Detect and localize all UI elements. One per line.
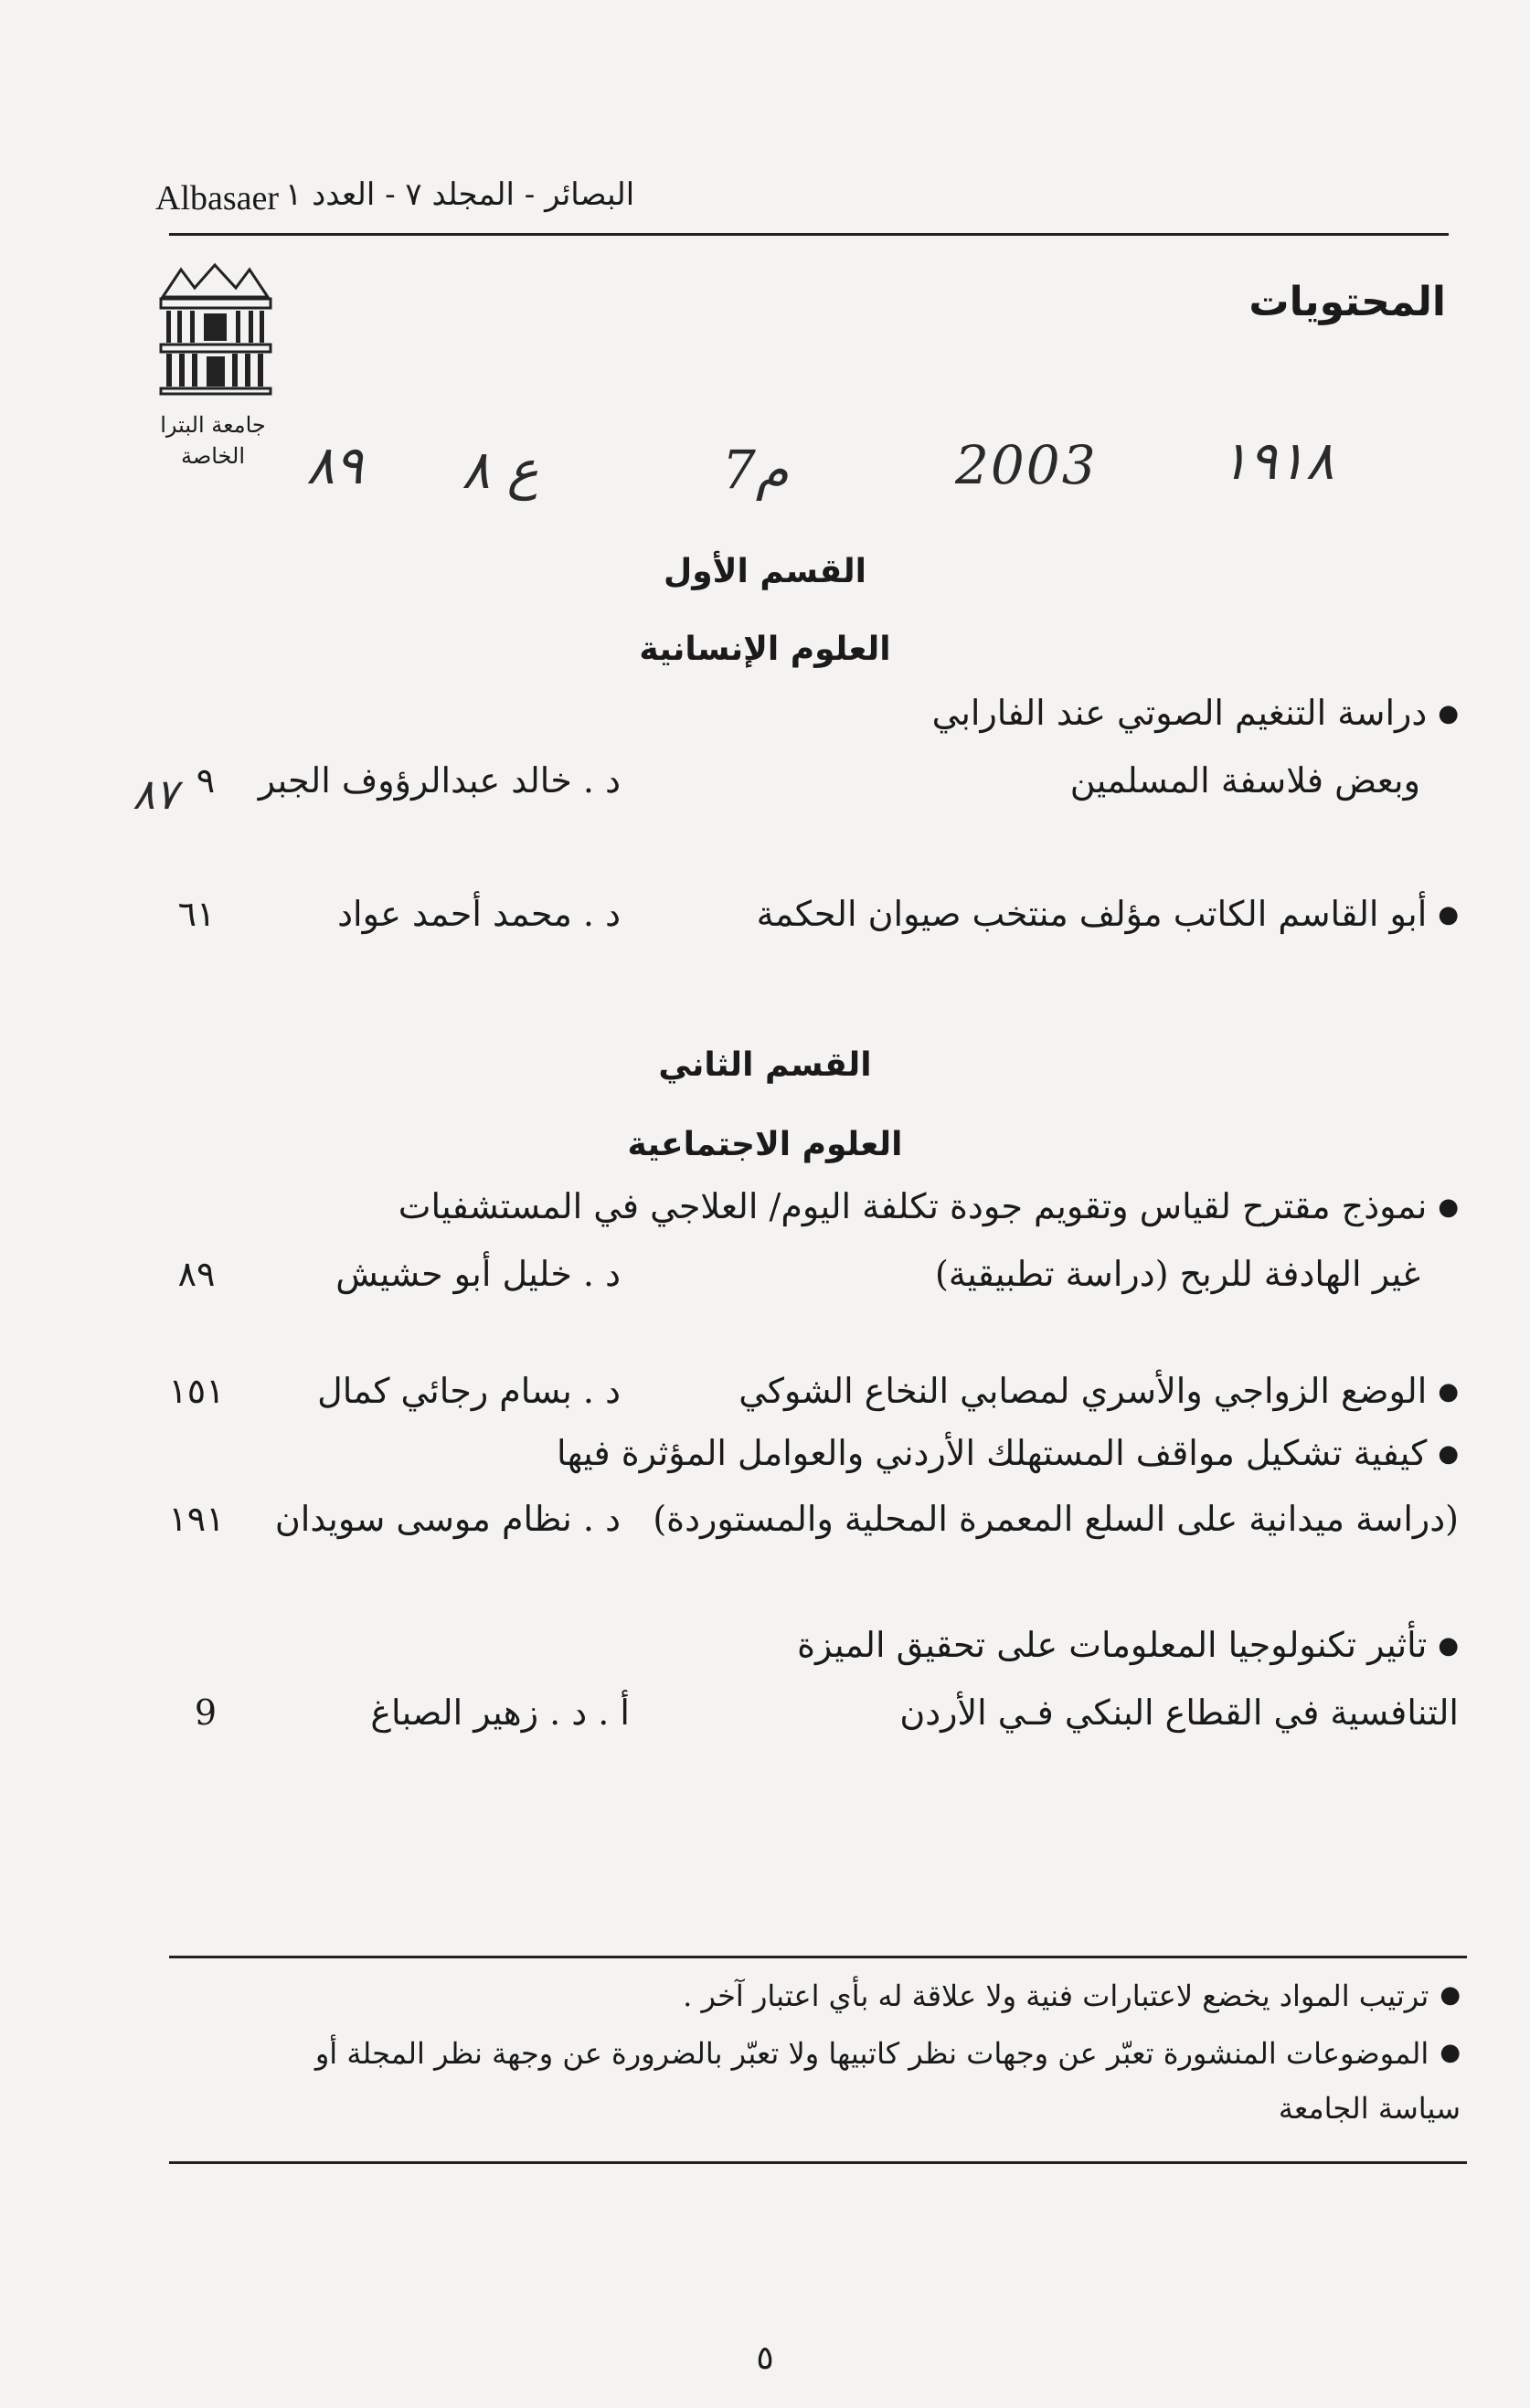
entry-title: ● كيفية تشكيل مواقف المستهلك الأردني والعوامل المؤثرة فيها: [557, 1433, 1459, 1473]
entry-page: ١٥١: [168, 1371, 225, 1411]
entry-title-cont: وبعض فلاسفة المسلمين: [1069, 760, 1420, 801]
handwritten-note: 7م: [722, 439, 789, 501]
header-rule: [169, 233, 1449, 236]
entry-title: ● دراسة التنغيم الصوتي عند الفارابي: [932, 693, 1459, 733]
part2-subtitle: العلوم الاجتماعية: [627, 1126, 903, 1163]
entry-page: ٨٩: [177, 1254, 216, 1294]
note: ● ترتيب المواد يخضع لاعتبارات فنية ولا علاقة له بأي اعتبار آخر .: [683, 1978, 1461, 2013]
handwritten-note: ٨٧: [133, 769, 178, 819]
entry-author: د . بسام رجائي كمال: [317, 1371, 621, 1411]
entry-author: د . خالد عبدالرؤوف الجبر: [258, 760, 621, 801]
part2-title: القسم الثاني: [658, 1046, 872, 1084]
part1-title: القسم الأول: [664, 553, 866, 590]
note-cont: سياسة الجامعة: [1278, 2091, 1461, 2126]
university-name: [149, 409, 277, 472]
handwritten-note: ع ٨: [462, 439, 539, 501]
entry-title-cont: غير الهادفة للربح (دراسة تطبيقية): [935, 1254, 1420, 1294]
page-title: المحتويات: [1248, 279, 1446, 325]
entry-title: ● تأثير تكنولوجيا المعلومات على تحقيق الميزة: [797, 1625, 1459, 1665]
entry-page: 9: [194, 1692, 218, 1733]
page-number: ٥: [756, 2339, 774, 2377]
entry-title: ● الوضع الزواجي والأسري لمصابي النخاع الشوكي: [738, 1371, 1459, 1411]
notes-bottom-rule: [169, 2161, 1467, 2164]
part1-subtitle: العلوم الإنسانية: [639, 631, 891, 668]
entry-author: أ . د . زهير الصباغ: [370, 1692, 630, 1733]
note: ● الموضوعات المنشورة تعبّر عن وجهات نظر كاتبيها ولا تعبّر بالضرورة عن وجهة نظر المجلة أو: [315, 2036, 1461, 2071]
entry-page: ٦١: [177, 894, 216, 934]
handwritten-note: ٨٩: [306, 434, 364, 496]
university-logo: [154, 260, 277, 401]
entry-author: د . نظام موسى سويدان: [274, 1499, 621, 1539]
university-name-line1: جامعة البترا: [160, 412, 266, 438]
entry-page: ١٩١: [168, 1499, 225, 1539]
entry-author: د . محمد أحمد عواد: [337, 894, 621, 934]
entry-title-cont: التنافسية في القطاع البنكي فـي الأردن: [899, 1692, 1459, 1733]
temple-facade-icon: [154, 260, 277, 398]
entry-author: د . خليل أبو حشيش: [335, 1254, 621, 1294]
handwritten-note: 2003: [955, 434, 1098, 496]
university-name-line2: الخاصة: [180, 443, 246, 469]
journal-name-ar: البصائر - المجلد ٧ - العدد ١: [285, 176, 635, 213]
entry-title-cont: (دراسة ميدانية على السلع المعمرة المحلية والمستوردة): [653, 1499, 1459, 1539]
entry-page: ٩: [196, 760, 216, 801]
journal-name-en: Albasaer: [155, 179, 280, 217]
entry-title: ● نموذج مقترح لقياس وتقويم جودة تكلفة اليوم/ العلاجي في المستشفيات: [398, 1186, 1459, 1226]
notes-top-rule: [169, 1956, 1467, 1958]
entry-title: ● أبو القاسم الكاتب مؤلف منتخب صيوان الحكمة: [757, 894, 1459, 934]
handwritten-note: ١٩١٨: [1220, 430, 1334, 492]
